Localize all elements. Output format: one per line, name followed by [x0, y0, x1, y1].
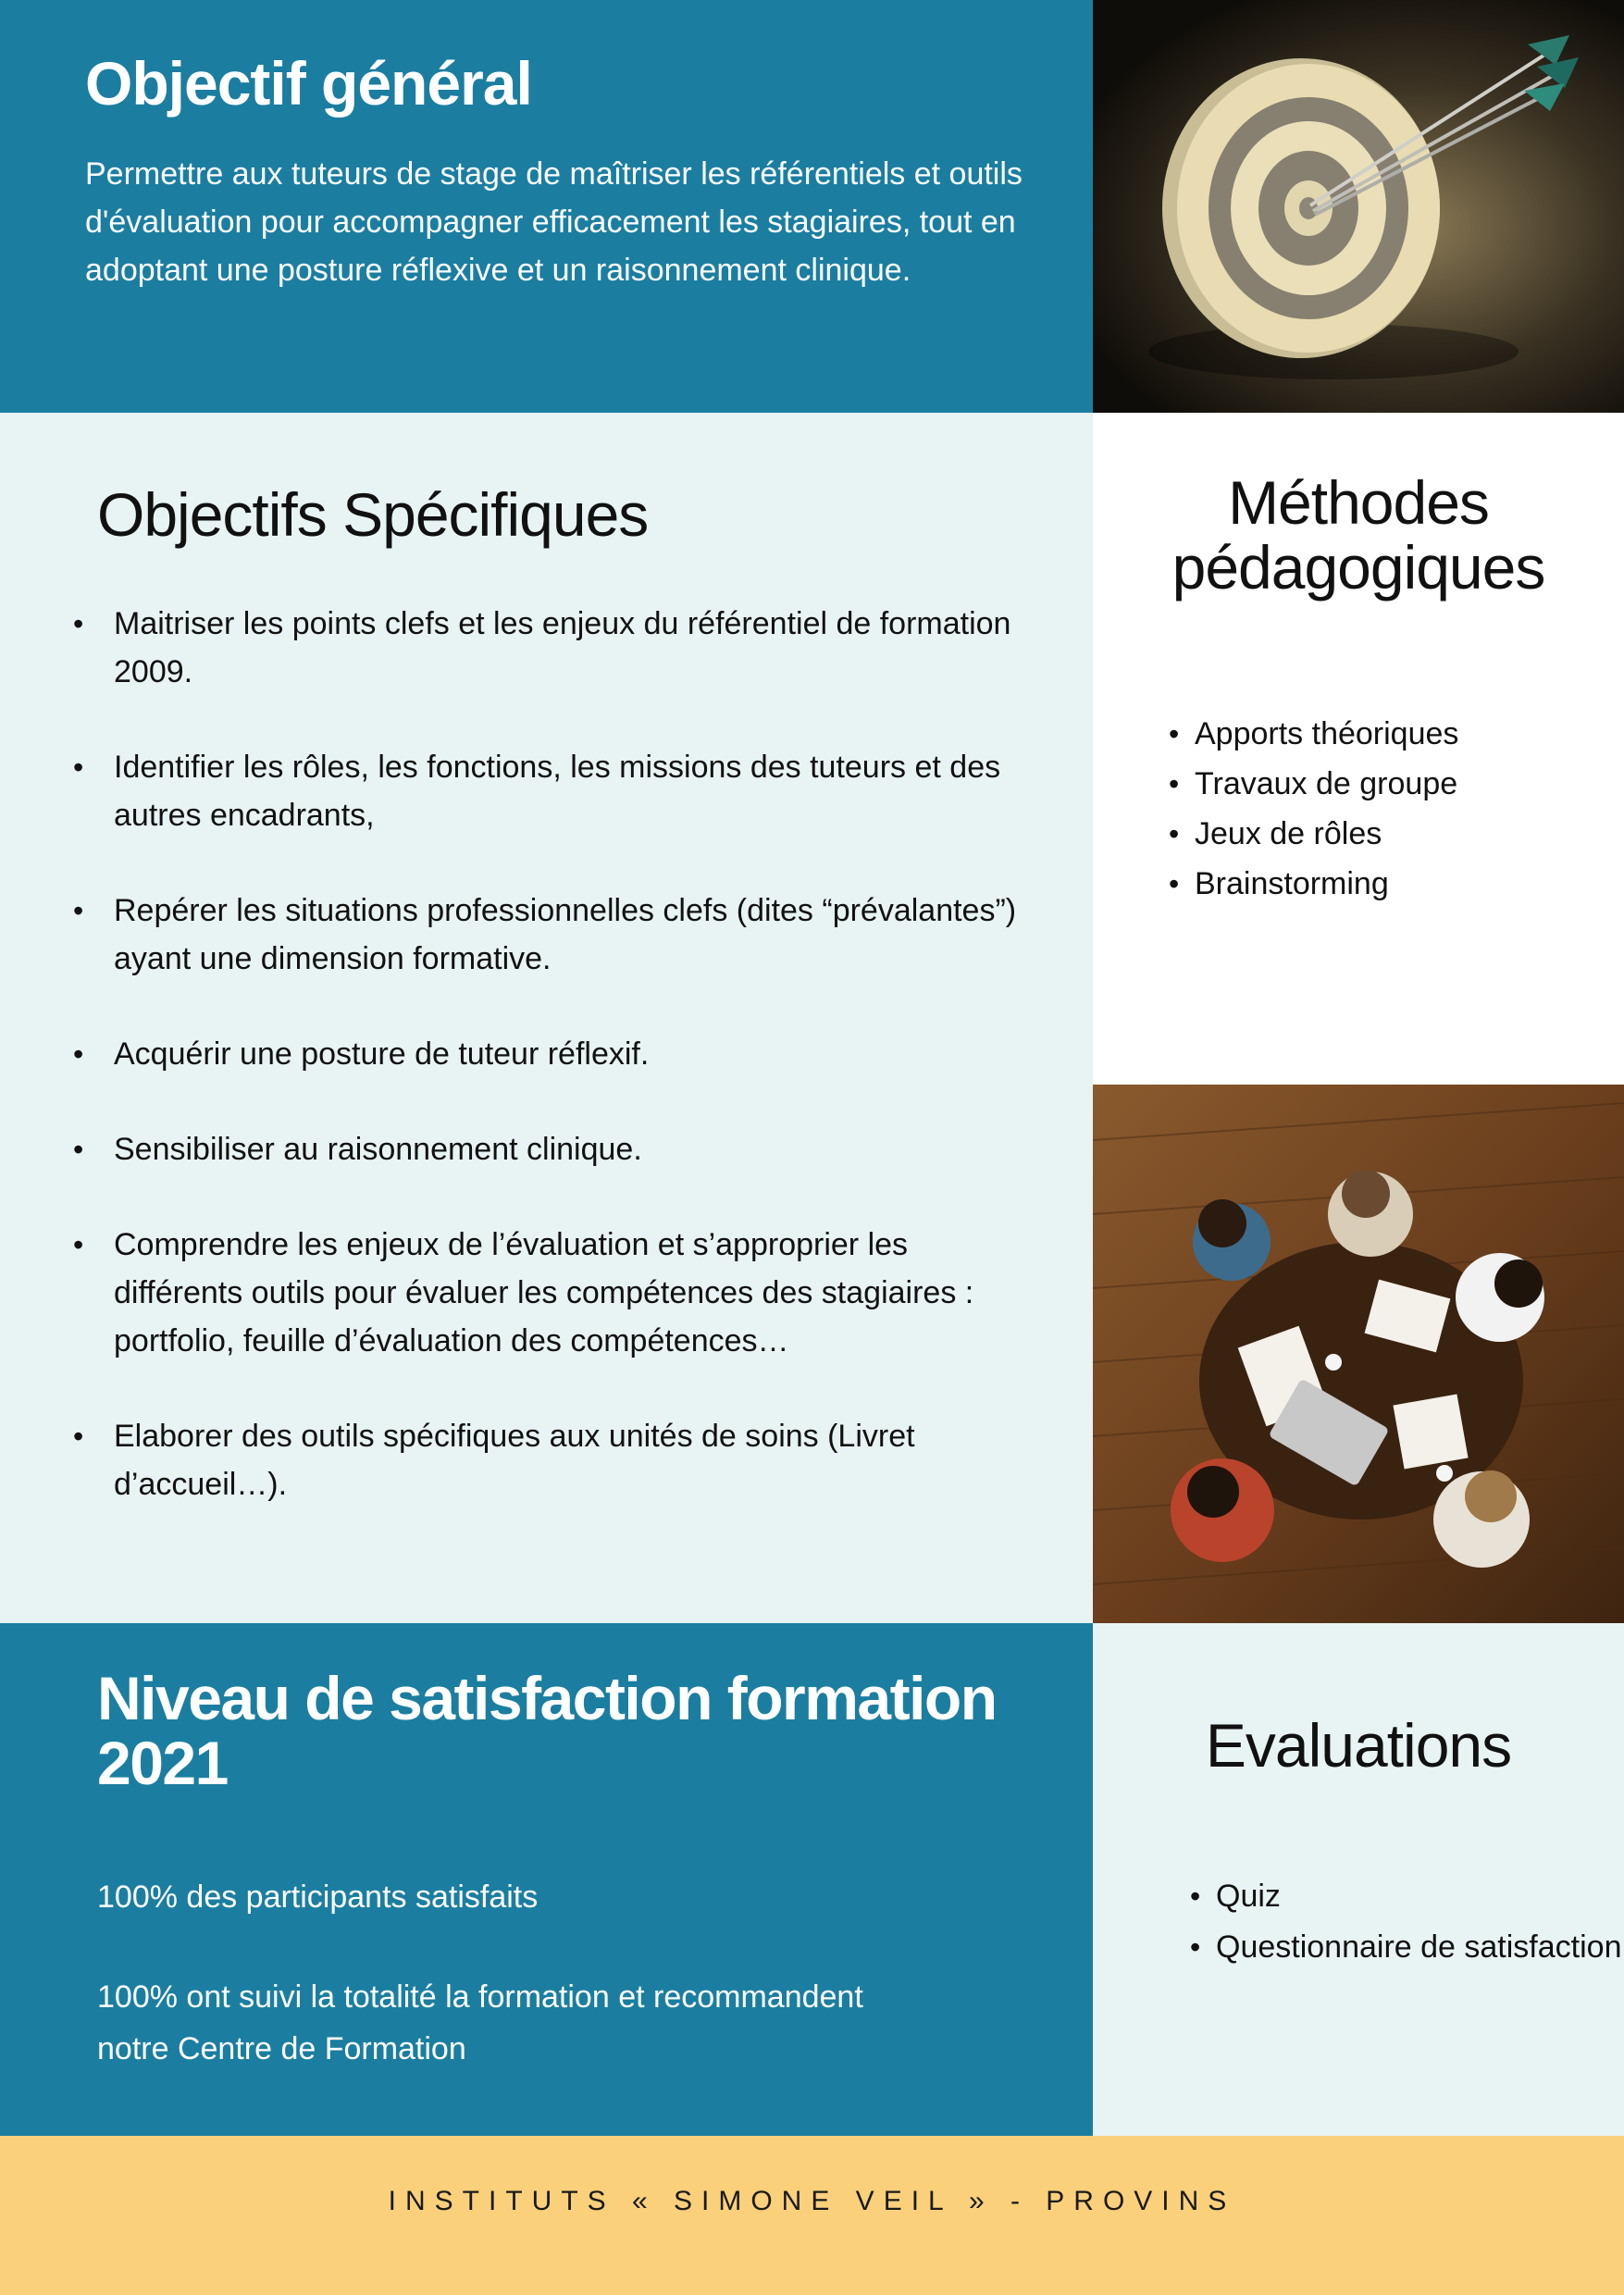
- objectif-general-text: Permettre aux tuteurs de stage de maîtriser les référentiels et outils d'évaluation pour accompagner efficacement les stagiaires, tout en adoptant une posture réflexive et un raisonnement clinique.: [85, 156, 1023, 288]
- methodes-title-line2: pédagogiques: [1172, 533, 1545, 602]
- target-arrows-image: [1093, 0, 1624, 413]
- evaluations-list: [1093, 1871, 1624, 1973]
- list-item: • Comprendre les enjeux de l’évaluation et s’approprier les différents outils pour évaluer les compétences des stagiaires : portfolio, feuille d’évaluation des compétences…: [97, 1221, 1037, 1365]
- list-item: • Travaux de groupe: [1195, 759, 1624, 809]
- list-item: • Brainstorming: [1195, 859, 1624, 909]
- footer: [0, 2136, 1624, 2295]
- satisfaction-line1: 100% des participants satisfaits: [97, 1879, 539, 1915]
- list-item: • Sensibiliser au raisonnement clinique.: [97, 1125, 1037, 1173]
- satisfaction-line2a: 100% ont suivi la totalité la formation et recommandent: [97, 1979, 863, 2015]
- footer-text: INSTITUTS « SIMONE VEIL » - PROVINS: [388, 2186, 1236, 2216]
- list-item: • Jeux de rôles: [1195, 809, 1624, 859]
- methodes-list: [1093, 709, 1624, 909]
- satisfaction-section: [0, 1623, 1093, 2136]
- evaluations-section: [1093, 1623, 1624, 2136]
- list-item: • Elaborer des outils spécifiques aux unités de soins (Livret d’accueil…).: [97, 1412, 1037, 1508]
- meeting-photo-icon: [1093, 1085, 1624, 1623]
- objectif-general-title: Objectif général: [85, 49, 532, 118]
- list-item: • Apports théoriques: [1195, 709, 1624, 759]
- target-icon: [1093, 0, 1624, 413]
- group-meeting-image: [1093, 1085, 1624, 1623]
- list-item: • Identifier les rôles, les fonctions, les missions des tuteurs et des autres encadrants,: [97, 743, 1037, 839]
- objectifs-specifiques-list: [97, 600, 1037, 1508]
- objectifs-specifiques-section: [0, 413, 1093, 1623]
- evaluations-title: Evaluations: [1205, 1711, 1512, 1780]
- methodes-title: [1093, 470, 1624, 600]
- list-item: • Maitriser les points clefs et les enjeux du référentiel de formation 2009.: [97, 600, 1037, 696]
- objectif-general-section: [0, 0, 1093, 413]
- methodes-title-line1: Méthodes: [1228, 468, 1489, 537]
- list-item: • Repérer les situations professionnelles clefs (dites “prévalantes”) ayant une dimension formative.: [97, 887, 1037, 983]
- objectifs-specifiques-title: Objectifs Spécifiques: [97, 480, 649, 549]
- list-item: • Quiz: [1216, 1871, 1624, 1922]
- satisfaction-title: Niveau de satisfaction formation 2021: [97, 1664, 997, 1797]
- satisfaction-line2b: notre Centre de Formation: [97, 2031, 466, 2066]
- list-item: • Acquérir une posture de tuteur réflexif.: [97, 1030, 1037, 1078]
- list-item: • Questionnaire de satisfaction: [1216, 1922, 1624, 1973]
- methodes-pedagogiques-section: [1093, 413, 1624, 1085]
